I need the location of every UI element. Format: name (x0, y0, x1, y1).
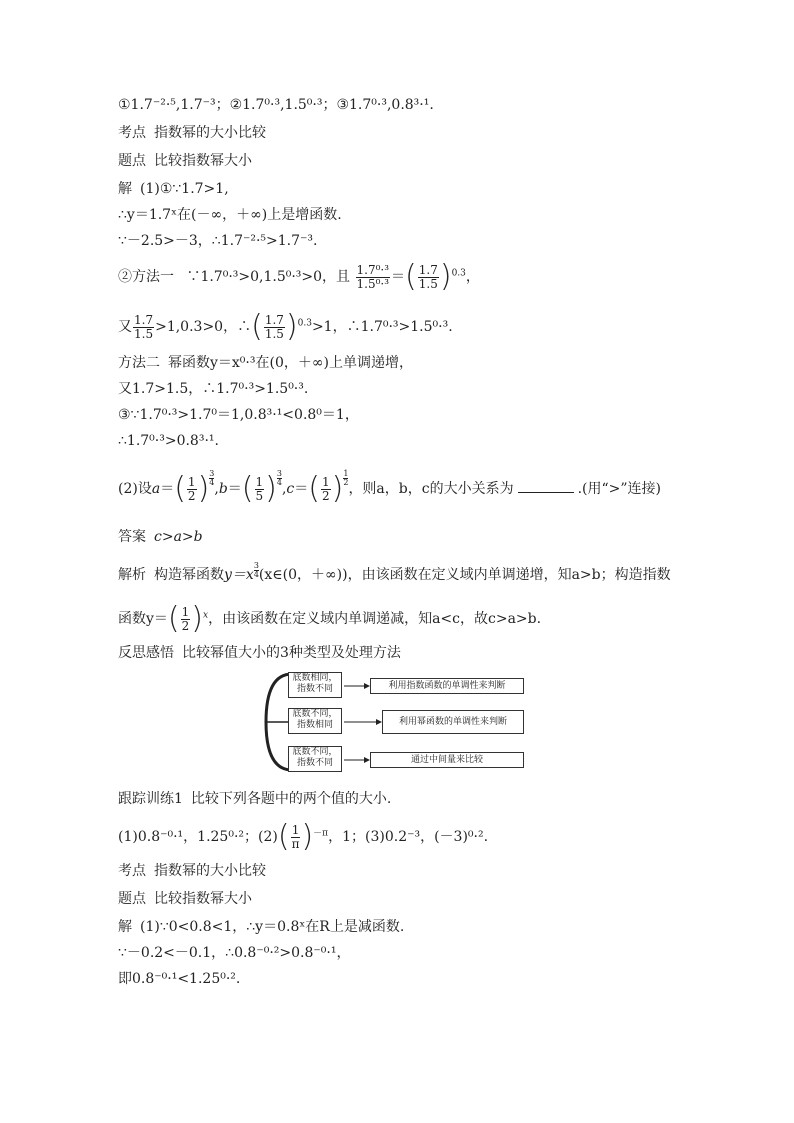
method-two-line-2: 又1.7>1.5，∴1.7⁰·³>1.5⁰·³. (118, 381, 309, 397)
subtopic-line: 题点 比较指数幂大小 (118, 153, 252, 169)
case-box-same-exponent: 底数不同， 指数相同 (288, 708, 342, 734)
base-fraction: $\frac{1.7}{1.5}$ (418, 262, 438, 291)
method-three-line: ③∵1.7⁰·³>1.7⁰＝1,0.8³·¹<0.8⁰＝1， (118, 407, 359, 423)
solution-line-3: ∵－2.5>－3，∴1.7⁻²·⁵>1.7⁻³. (118, 233, 318, 249)
answer-blank (518, 480, 574, 493)
method-box-power: 利用幂函数的单调性来判断 (382, 710, 524, 734)
solution-line-1: 解 (1)①∵1.7>1, (118, 181, 229, 197)
method-two-line: 方法二 幂函数y＝x⁰·³在(0，＋∞)上单调递增， (118, 355, 413, 371)
case-box-same-base: 底数相同， 指数不同 (288, 672, 342, 698)
case-box-both-different: 底数不同， 指数不同 (288, 746, 342, 772)
topic-line: 考点 指数幂的大小比较 (118, 125, 266, 141)
topic-line-2: 考点 指数幂的大小比较 (118, 863, 266, 879)
reflection-label: 反思感悟 (118, 645, 174, 661)
solution2-line-3: 即0.8⁻⁰·¹<1.25⁰·². (118, 971, 241, 987)
analysis-line: 解析 构造幂函数y＝x $\frac{3}{4}(x\in(0$，＋∞))，由该函数在定义域内单调递增，知a>b；构造指数 (118, 561, 671, 583)
method-box-intermediate: 通过中间量来比较 (370, 752, 524, 768)
subtopic-line-2: 题点 比较指数幂大小 (118, 891, 252, 907)
ratio-fraction: $\frac{\text{1.7⁰·³}}{\text{1.5⁰·³}}$ (356, 262, 390, 291)
subtopic-label: 题点 (118, 153, 146, 169)
reflection-line: 反思感悟 比较幂值大小的3种类型及处理方法 (118, 645, 401, 661)
topic-label: 考点 (118, 125, 146, 141)
practice-items-line: (1)0.8⁻⁰·¹，1.25⁰·²；(2)( $\frac{1}{\pi}$ )$^{-\pi}$，1；(3)0.2⁻³，(－3)⁰·². (118, 819, 489, 854)
answer-text: c>a>b (154, 529, 203, 545)
analysis-label: 解析 (118, 567, 146, 583)
question-two-line: (2)设a＝( $\frac{1}{2}$ ) $\frac{3}{4},b=$( $\frac{1}{5}$ ) $\frac{3}{4},c=$( $\frac{1}{2}$ ) $\frac{1}{2}$，则a，b，c的大小关系为 .(用“>”连接) (118, 469, 662, 506)
solution-label: 解 (118, 181, 132, 197)
answer-label: 答案 (118, 529, 146, 545)
method-box-exponential: 利用指数函数的单调性来判断 (370, 678, 524, 694)
method-three-line-2: ∴1.7⁰·³>0.8³·¹. (118, 433, 219, 449)
method-one-line: ②方法一 ∵1.7⁰·³>0,1.5⁰·³>0，且 $\frac{\text{1.7⁰·³}}{\text{1.5⁰·³}}$ ＝( $\frac{1.7}{1.5}$ )$^{0.3}$， (118, 259, 480, 294)
practice-label: 跟踪训练1 (118, 791, 183, 807)
problem-list-line: ①1.7⁻²·⁵,1.7⁻³；②1.7⁰·³,1.5⁰·³；③1.7⁰·³,0.8³·¹. (118, 97, 434, 113)
analysis-line-2: 函数y＝( $\frac{1}{2}$ )$^x$，由该函数在定义域内单调递减，知a<c，故c>a>b. (118, 601, 542, 636)
solution2-line-1: 解 (1)∵0<0.8<1，∴y＝0.8ˣ在R上是减函数. (118, 919, 405, 935)
comparison-diagram (260, 666, 530, 778)
solution-line-2: ∴y＝1.7ˣ在(－∞，＋∞)上是增函数. (118, 207, 342, 223)
practice-line: 跟踪训练1 比较下列各题中的两个值的大小. (118, 791, 392, 807)
solution2-line-2: ∵－0.2<－0.1，∴0.8⁻⁰·²>0.8⁻⁰·¹， (118, 945, 351, 961)
method-one-line-2: 又 $\frac{1.7}{1.5}$ >1,0.3>0，∴( $\frac{1.7}{1.5}$ )$^{0.3}$>1，∴1.7⁰·³>1.5⁰·³. (118, 309, 453, 344)
answer-line (118, 528, 203, 546)
